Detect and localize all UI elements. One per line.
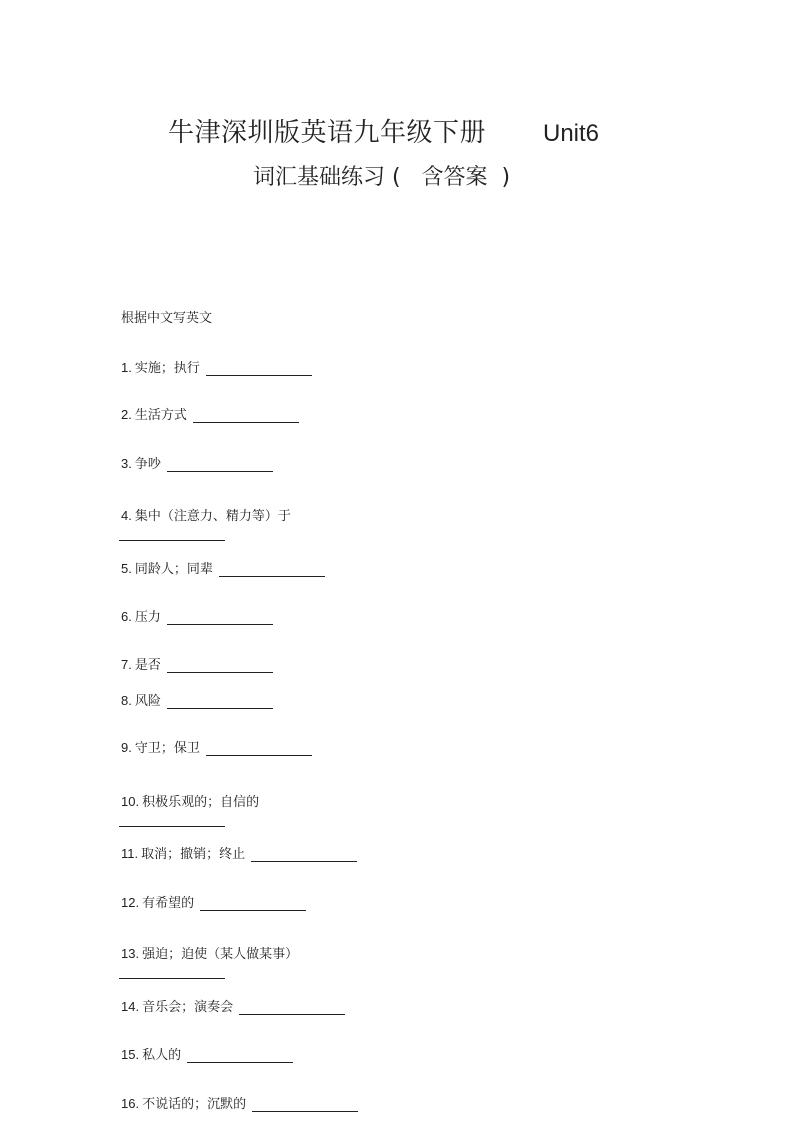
- list-item: [121, 843, 357, 863]
- answer-blank[interactable]: [167, 658, 273, 673]
- item-text: 私人的: [142, 1048, 182, 1063]
- item-text: 取消；撤销；终止: [141, 847, 246, 862]
- list-item: [121, 737, 312, 757]
- list-item: [121, 1093, 358, 1113]
- item-text: 同龄人；同辈: [134, 562, 213, 577]
- item-number: 1.: [121, 360, 132, 375]
- list-item: [121, 791, 259, 811]
- answer-blank[interactable]: [167, 457, 273, 472]
- list-item: [121, 996, 345, 1016]
- answer-blank[interactable]: [187, 1048, 293, 1063]
- item-number: 15.: [121, 1047, 140, 1062]
- item-text: 生活方式: [134, 408, 187, 423]
- item-text: 守卫；保卫: [134, 741, 200, 756]
- item-text: 不说话的；沉默的: [142, 1097, 247, 1112]
- item-number: 3.: [121, 456, 132, 471]
- list-item: [121, 404, 299, 424]
- document-title: 牛津深圳版英语九年级下册: [168, 118, 487, 148]
- item-number: 12.: [121, 895, 140, 910]
- item-number: 9.: [121, 740, 132, 755]
- item-text: 实施；执行: [134, 361, 200, 376]
- item-number: 16.: [121, 1096, 140, 1111]
- item-number: 7.: [121, 657, 132, 672]
- list-item: [121, 943, 298, 963]
- answer-blank[interactable]: [193, 408, 299, 423]
- answer-blank[interactable]: [252, 1097, 358, 1112]
- item-text: 强迫；迫使（某人做某事）: [142, 947, 299, 962]
- item-text: 争吵: [134, 457, 161, 472]
- answer-blank[interactable]: [119, 826, 225, 827]
- answer-blank[interactable]: [167, 610, 273, 625]
- item-number: 4.: [121, 508, 132, 523]
- item-number: 10.: [121, 794, 140, 809]
- item-text: 是否: [134, 658, 161, 673]
- item-number: 2.: [121, 407, 132, 422]
- item-text: 风险: [134, 694, 161, 709]
- answer-blank[interactable]: [251, 847, 357, 862]
- item-text: 集中（注意力、精力等）于: [134, 509, 291, 524]
- list-item: [121, 558, 325, 578]
- item-number: 6.: [121, 609, 132, 624]
- list-item: [121, 892, 306, 912]
- answer-blank[interactable]: [239, 1000, 345, 1015]
- item-number: 11.: [121, 846, 139, 861]
- item-text: 音乐会；演奏会: [142, 1000, 234, 1015]
- list-item: [121, 453, 273, 473]
- answer-blank[interactable]: [219, 562, 325, 577]
- answer-blank[interactable]: [206, 741, 312, 756]
- item-number: 13.: [121, 946, 140, 961]
- unit-label: Unit6: [543, 120, 600, 147]
- answer-blank[interactable]: [200, 896, 306, 911]
- list-item: [121, 654, 273, 674]
- list-item: [121, 357, 312, 377]
- document-subtitle: 词汇基础练习 ( 含答案 ): [253, 165, 511, 190]
- item-text: 压力: [134, 610, 161, 625]
- instruction-text: 根据中文写英文: [121, 311, 213, 326]
- item-text: 有希望的: [142, 896, 195, 911]
- list-item: [121, 690, 273, 710]
- list-item: [121, 505, 291, 525]
- answer-blank[interactable]: [119, 978, 225, 979]
- list-item: [121, 606, 273, 626]
- item-number: 8.: [121, 693, 132, 708]
- answer-blank[interactable]: [206, 361, 312, 376]
- item-number: 5.: [121, 561, 132, 576]
- answer-blank[interactable]: [119, 540, 225, 541]
- answer-blank[interactable]: [167, 694, 273, 709]
- item-text: 积极乐观的；自信的: [142, 795, 260, 810]
- item-number: 14.: [121, 999, 140, 1014]
- list-item: [121, 1044, 293, 1064]
